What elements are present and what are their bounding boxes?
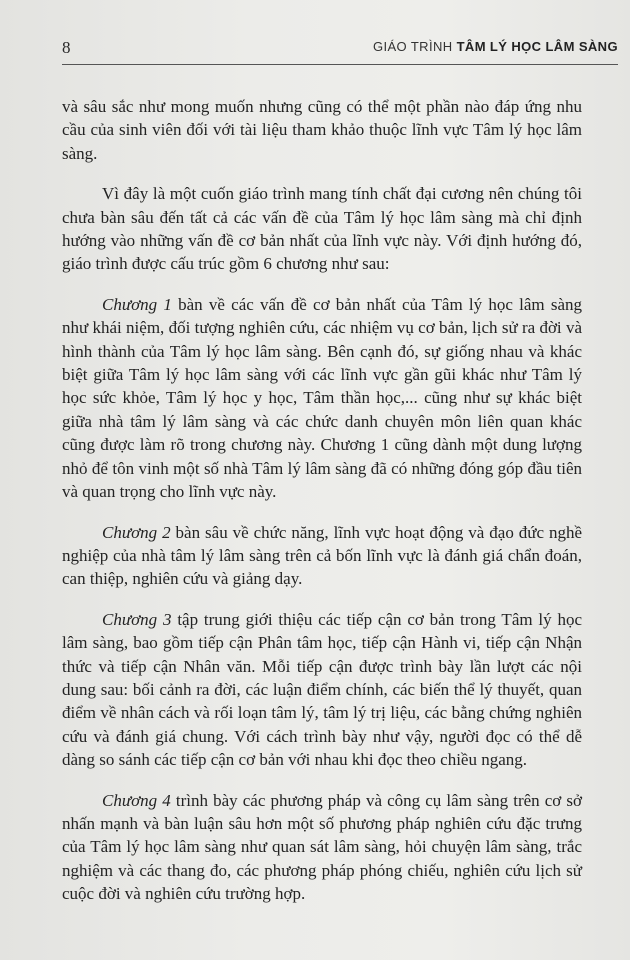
body-text <box>62 95 582 923</box>
chapter-2-label: Chương 2 <box>102 522 171 542</box>
page-number: 8 <box>62 38 71 57</box>
chapter-1-text: bàn về các vấn đề cơ bản nhất của Tâm lý học lâm sàng như khái niệm, đối tượng nghiên cứu, các nhiệm vụ cơ bản, lịch sử ra đời và hình thành của Tâm lý học lâm sàng. Bên cạnh đó, sự giống nhau và khác biệt giữa Tâm lý học lâm sàng với các lĩnh vực gần gũi khác như Tâm lý học sức khỏe, Tâm lý học y học, Tâm thần học,... cũng như sự khác biệt giữa nhà tâm lý lâm sàng và các chức danh chuyên môn liên quan khác cũng được làm rõ trong chương này. Chương 1 cũng dành một dung lượng nhỏ để tôn vinh một số nhà Tâm lý lâm sàng đã có những đóng góp đầu tiên và quan trọng cho lĩnh vực này. <box>62 294 582 502</box>
chapter-3-text: tập trung giới thiệu các tiếp cận cơ bản trong Tâm lý học lâm sàng, bao gồm tiếp cận Phân tâm học, tiếp cận Hành vi, tiếp cận Nhận thức và tiếp cận Nhân văn. Mỗi tiếp cận được trình bày lần lượt các nội dung sau: bối cảnh ra đời, các luận điểm chính, các biến thể lý thuyết, quan điểm về nhân cách và rối loạn tâm lý, tâm lý trị liệu, các bằng chứng nghiên cứu và đánh giá chung. Với cách trình bày như vậy, người đọc có thể dễ dàng so sánh các tiếp cận cơ bản với nhau khi đọc theo chiều ngang. <box>62 609 582 770</box>
paragraph-chapter-2 <box>62 521 582 591</box>
chapter-4-text: trình bày các phương pháp và công cụ lâm sàng trên cơ sở nhấn mạnh và bàn luận sâu hơn một số phương pháp nghiên cứu đặc trưng của Tâm lý học lâm sàng như quan sát lâm sàng, hỏi chuyện lâm sàng, trắc nghiệm và các thang đo, các phương pháp phóng chiếu, nghiên cứu lịch sử cuộc đời và nghiên cứu trường hợp. <box>62 790 583 904</box>
chapter-4-label: Chương 4 <box>102 790 171 810</box>
page-header <box>62 38 618 65</box>
paragraph-chapter-1 <box>62 293 582 504</box>
paragraph-chapter-4 <box>62 789 582 906</box>
paragraph-continuation: và sâu sắc như mong muốn nhưng cũng có thể một phần nào đáp ứng nhu cầu của sinh viên đối với tài liệu tham khảo thuộc lĩnh vực Tâm lý học lâm sàng. <box>62 97 582 163</box>
running-head-prefix: GIÁO TRÌNH <box>372 39 453 54</box>
running-head-title: TÂM LÝ HỌC LÂM SÀNG <box>456 39 618 54</box>
running-head <box>373 39 618 54</box>
chapter-1-label: Chương 1 <box>102 294 172 314</box>
paragraph-intro-structure: Vì đây là một cuốn giáo trình mang tính chất đại cương nên chúng tôi chưa bàn sâu đến tất cả các vấn đề của Tâm lý học lâm sàng mà chỉ định hướng vào những vấn đề cơ bản nhất của lĩnh vực này. Với định hướng đó, giáo trình được cấu trúc gồm 6 chương như sau: <box>62 184 582 274</box>
chapter-3-label: Chương 3 <box>102 609 172 629</box>
paragraph-chapter-3 <box>62 608 582 772</box>
chapter-2-text: bàn sâu về chức năng, lĩnh vực hoạt động và đạo đức nghề nghiệp của nhà tâm lý lâm sàng trên cả bốn lĩnh vực là đánh giá chẩn đoán, can thiệp, nghiên cứu và giảng dạy. <box>62 522 582 589</box>
